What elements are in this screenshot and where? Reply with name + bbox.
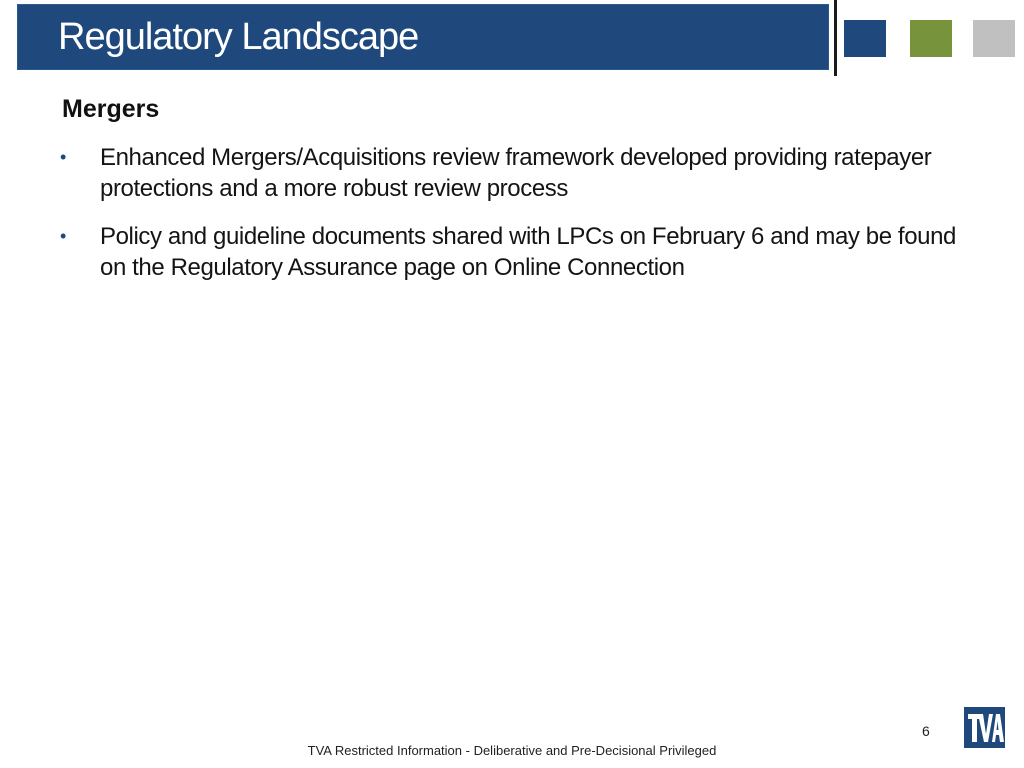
bullet-list [60,142,980,300]
bullet-marker: • [60,147,66,167]
title-bar [17,4,829,70]
accent-square-green [910,20,952,57]
bullet-item [60,142,980,204]
footer-notice: TVA Restricted Information - Deliberative and Pre-Decisional Privileged [307,743,717,758]
bullet-text: Policy and guideline documents shared with LPCs on February 6 and may be found on the Regulatory Assurance page on Online Connection [100,223,956,281]
accent-square-gray [973,20,1015,57]
page-number: 6 [922,723,930,739]
bullet-marker: • [60,226,66,246]
section-heading: Mergers [62,95,160,123]
bullet-item [60,221,980,283]
slide-title: Regulatory Landscape [58,16,419,58]
header-divider [834,0,837,76]
bullet-text: Enhanced Mergers/Acquisitions review framework developed providing ratepayer protections and a more robust review process [100,144,932,202]
accent-square-blue [844,20,886,57]
